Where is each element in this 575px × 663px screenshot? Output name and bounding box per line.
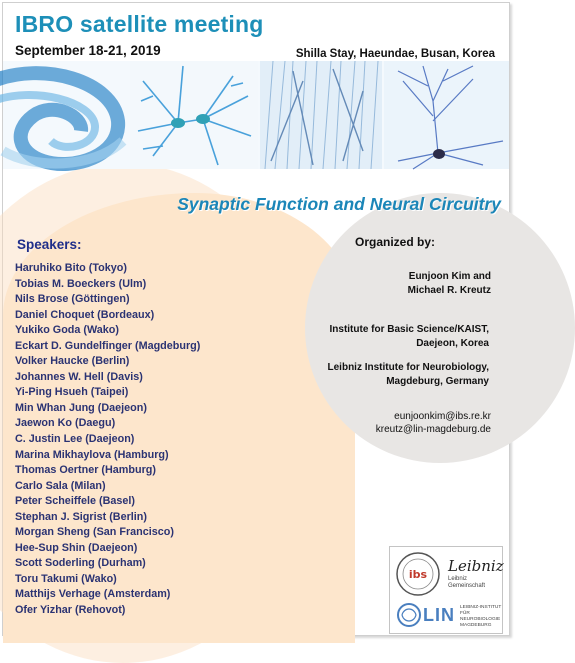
institute-lin-line-2: Magdeburg, Germany bbox=[386, 376, 489, 387]
lin-caption-line-1: LEIBNIZ-INSTITUT bbox=[460, 605, 502, 610]
event-venue: Shilla Stay, Haeundae, Busan, Korea bbox=[295, 48, 495, 60]
organizers-heading: Organized by: bbox=[355, 235, 436, 249]
speaker-item: Nils Brose (Göttingen) bbox=[15, 293, 130, 306]
speaker-item: Min Whan Jung (Daejeon) bbox=[15, 401, 147, 414]
speaker-item: Tobias M. Boeckers (Ulm) bbox=[15, 277, 147, 290]
speaker-item: Matthijs Verhage (Amsterdam) bbox=[15, 588, 171, 601]
leibniz-signature-logo bbox=[446, 553, 504, 577]
speaker-item: Daniel Choquet (Bordeaux) bbox=[15, 308, 155, 321]
speaker-item: Volker Haucke (Berlin) bbox=[15, 355, 130, 368]
speaker-item: Yukiko Goda (Wako) bbox=[15, 324, 119, 337]
leibniz-caption-line-1: Leibniz bbox=[448, 576, 468, 582]
leibniz-signature-text: Leibniz bbox=[448, 557, 504, 575]
speakers-heading: Speakers: bbox=[17, 237, 82, 252]
email-kim[interactable]: eunjoonkim@ibs.re.kr bbox=[394, 411, 491, 422]
contact-emails bbox=[376, 410, 491, 436]
speaker-item: Johannes W. Hell (Davis) bbox=[15, 370, 143, 383]
lin-caption bbox=[460, 605, 502, 629]
neuron-image-banner bbox=[3, 61, 509, 169]
lin-logo-text: LIN bbox=[423, 605, 455, 625]
organizer-name-line-2: Michael R. Kreutz bbox=[407, 285, 491, 296]
lin-brain-icon bbox=[396, 601, 422, 629]
speaker-item: Haruhiko Bito (Tokyo) bbox=[15, 262, 127, 274]
lin-caption-line-2: FÜR NEUROBIOLOGIE bbox=[460, 611, 501, 622]
ibs-logo bbox=[395, 551, 441, 597]
lin-caption-line-3: MAGDEBURG bbox=[460, 623, 492, 628]
speaker-item: Peter Scheiffele (Basel) bbox=[15, 495, 136, 508]
speaker-item: Yi-Ping Hsueh (Taipei) bbox=[15, 386, 129, 399]
event-date: September 18-21, 2019 bbox=[15, 43, 161, 58]
leibniz-caption-line-2: Gemeinschaft bbox=[448, 583, 486, 589]
poster bbox=[2, 2, 510, 636]
organizer-names bbox=[408, 270, 491, 298]
ibs-logo-text: ibs bbox=[408, 568, 428, 581]
speaker-item: Jaewon Ko (Daegu) bbox=[15, 417, 116, 430]
institute-ibs-line-1: Institute for Basic Science/KAIST, bbox=[329, 324, 489, 335]
institute-lin bbox=[328, 361, 489, 389]
speaker-item: Carlo Sala (Milan) bbox=[15, 479, 106, 492]
speaker-item: Stephan J. Sigrist (Berlin) bbox=[15, 510, 147, 523]
organizer-name-line-1: Eunjoon Kim and bbox=[408, 271, 491, 282]
speaker-item: Toru Takumi (Wako) bbox=[15, 572, 117, 585]
speaker-item: Ofer Yizhar (Rehovot) bbox=[15, 604, 126, 617]
speaker-item: Hee-Sup Shin (Daejeon) bbox=[15, 541, 138, 554]
speaker-item: Scott Soderling (Durham) bbox=[15, 557, 146, 570]
speaker-item: Eckart D. Gundelfinger (Magdeburg) bbox=[15, 339, 201, 352]
event-title: IBRO satellite meeting bbox=[15, 11, 264, 37]
sponsor-logos bbox=[389, 546, 503, 634]
speaker-item: Thomas Oertner (Hamburg) bbox=[15, 464, 156, 477]
speaker-item: C. Justin Lee (Daejeon) bbox=[15, 433, 135, 446]
institute-ibs bbox=[330, 323, 490, 351]
institute-lin-line-1: Leibniz Institute for Neurobiology, bbox=[327, 362, 489, 373]
speaker-item: Marina Mikhaylova (Hamburg) bbox=[15, 448, 169, 461]
speaker-item: Morgan Sheng (San Francisco) bbox=[15, 526, 174, 539]
institute-ibs-line-2: Daejeon, Korea bbox=[416, 338, 489, 349]
leibniz-caption bbox=[448, 576, 485, 590]
email-kreutz[interactable]: kreutz@lin-magdeburg.de bbox=[375, 424, 491, 435]
speaker-list bbox=[15, 261, 200, 619]
meeting-subtitle: Synaptic Function and Neural Circuitry bbox=[177, 194, 501, 214]
